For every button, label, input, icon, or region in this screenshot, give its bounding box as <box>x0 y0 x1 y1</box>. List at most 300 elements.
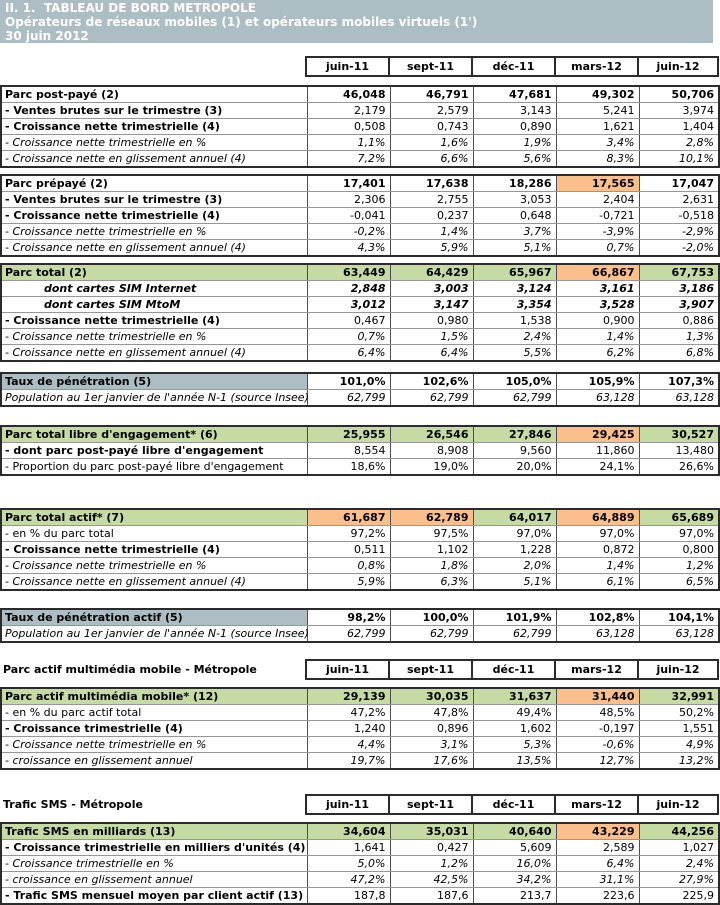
column-header: juin-12 <box>638 57 718 76</box>
value-cell: 62,799 <box>473 626 556 643</box>
value-cell: 3,186 <box>639 281 719 297</box>
data-table <box>0 372 720 407</box>
row-label: - croissance en glissement annuel <box>1 753 307 770</box>
value-cell: 3,1% <box>390 737 473 753</box>
value-cell: 31,637 <box>473 688 556 705</box>
row-label: - Croissance nette en glissement annuel (4) <box>1 240 307 257</box>
table-row <box>1 542 719 558</box>
value-cell: 13,2% <box>639 753 719 770</box>
value-cell: 0,896 <box>390 721 473 737</box>
value-cell: 1,602 <box>473 721 556 737</box>
table-row <box>1 823 719 840</box>
value-cell: 26,6% <box>639 459 719 476</box>
value-cell: 47,2% <box>307 705 390 721</box>
column-header: déc-11 <box>472 660 555 679</box>
table-row <box>1 737 719 753</box>
value-cell: 98,2% <box>307 609 390 626</box>
value-cell: 65,689 <box>639 509 719 526</box>
data-table <box>0 608 720 643</box>
value-cell: 5,609 <box>473 840 556 856</box>
column-header: sept-11 <box>389 660 472 679</box>
value-cell: -0,518 <box>639 208 719 224</box>
report-subtitle: Opérateurs de réseaux mobiles (1) et opérateurs mobiles virtuels (1') <box>5 15 478 29</box>
value-cell: 3,124 <box>473 281 556 297</box>
row-label: Taux de pénétration (5) <box>1 373 307 390</box>
value-cell: 13,5% <box>473 753 556 770</box>
value-cell: 46,048 <box>307 86 390 103</box>
value-cell: 0,886 <box>639 313 719 329</box>
value-cell: 102,6% <box>390 373 473 390</box>
value-cell: -0,721 <box>556 208 639 224</box>
value-cell: 101,0% <box>307 373 390 390</box>
value-cell: 63,128 <box>556 626 639 643</box>
value-cell: 47,8% <box>390 705 473 721</box>
row-label: Parc total (2) <box>1 264 307 281</box>
column-header: déc-11 <box>472 795 555 814</box>
value-cell: 0,511 <box>307 542 390 558</box>
value-cell: 0,427 <box>390 840 473 856</box>
value-cell: 24,1% <box>556 459 639 476</box>
row-label: - Croissance nette trimestrielle (4) <box>1 119 307 135</box>
value-cell: -0,197 <box>556 721 639 737</box>
value-cell: 0,508 <box>307 119 390 135</box>
value-cell: 48,5% <box>556 705 639 721</box>
value-cell: 1,551 <box>639 721 719 737</box>
value-cell: 97,0% <box>639 526 719 542</box>
value-cell: 27,846 <box>473 426 556 443</box>
value-cell: -0,041 <box>307 208 390 224</box>
value-cell: 2,4% <box>473 329 556 345</box>
row-label: Parc total libre d'engagement* (6) <box>1 426 307 443</box>
row-label: Parc actif multimédia mobile* (12) <box>1 688 307 705</box>
value-cell: 64,889 <box>556 509 639 526</box>
row-label: - Croissance trimestrielle (4) <box>1 721 307 737</box>
column-header: mars-12 <box>555 795 638 814</box>
value-cell: 225,9 <box>639 888 719 905</box>
value-cell: -2,9% <box>639 224 719 240</box>
value-cell: 0,743 <box>390 119 473 135</box>
value-cell: 26,546 <box>390 426 473 443</box>
value-cell: 6,5% <box>639 574 719 591</box>
value-cell: 17,565 <box>556 175 639 192</box>
value-cell: 30,527 <box>639 426 719 443</box>
column-header: juin-11 <box>306 795 389 814</box>
table-row <box>1 345 719 362</box>
value-cell: 0,7% <box>556 240 639 257</box>
value-cell: 62,799 <box>307 390 390 407</box>
row-label: - Croissance nette trimestrielle en % <box>1 135 307 151</box>
value-cell: 4,4% <box>307 737 390 753</box>
report-header <box>0 0 713 43</box>
table-row <box>0 795 718 814</box>
row-label: - Trafic SMS mensuel moyen par client actif (13) <box>1 888 307 905</box>
value-cell: 8,554 <box>307 443 390 459</box>
row-label: - Croissance nette en glissement annuel (4) <box>1 345 307 362</box>
value-cell: -2,0% <box>639 240 719 257</box>
row-label: - Croissance nette trimestrielle (4) <box>1 208 307 224</box>
table-row <box>1 688 719 705</box>
value-cell: 7,2% <box>307 151 390 168</box>
column-header: juin-11 <box>306 57 389 76</box>
value-cell: 104,1% <box>639 609 719 626</box>
value-cell: 1,404 <box>639 119 719 135</box>
value-cell: 1,621 <box>556 119 639 135</box>
table-row <box>1 208 719 224</box>
value-cell: 34,604 <box>307 823 390 840</box>
row-label: - Croissance trimestrielle en milliers d'unités (4) <box>1 840 307 856</box>
table-row <box>1 753 719 770</box>
table-row <box>1 558 719 574</box>
value-cell: 64,429 <box>390 264 473 281</box>
value-cell: 29,139 <box>307 688 390 705</box>
table-row <box>1 721 719 737</box>
value-cell: 100,0% <box>390 609 473 626</box>
value-cell: 50,706 <box>639 86 719 103</box>
value-cell: 62,799 <box>390 390 473 407</box>
column-header: mars-12 <box>555 660 638 679</box>
value-cell: 12,7% <box>556 753 639 770</box>
value-cell: 19,0% <box>390 459 473 476</box>
column-header: mars-12 <box>555 57 638 76</box>
row-label: Parc total actif* (7) <box>1 509 307 526</box>
table-row <box>1 240 719 257</box>
tables-container <box>0 56 718 905</box>
data-table <box>0 687 720 770</box>
value-cell: 17,047 <box>639 175 719 192</box>
value-cell: 1,2% <box>390 856 473 872</box>
value-cell: 10,1% <box>639 151 719 168</box>
value-cell: 31,1% <box>556 872 639 888</box>
value-cell: 17,6% <box>390 753 473 770</box>
column-header: sept-11 <box>389 57 472 76</box>
value-cell: 6,4% <box>390 345 473 362</box>
value-cell: 27,9% <box>639 872 719 888</box>
value-cell: 18,286 <box>473 175 556 192</box>
value-cell: 63,128 <box>556 390 639 407</box>
value-cell: 1,9% <box>473 135 556 151</box>
value-cell: 107,3% <box>639 373 719 390</box>
value-cell: 97,2% <box>307 526 390 542</box>
data-table <box>0 174 720 257</box>
value-cell: 0,7% <box>307 329 390 345</box>
value-cell: 3,528 <box>556 297 639 313</box>
table-row <box>1 175 719 192</box>
section-title <box>0 57 306 76</box>
value-cell: 2,755 <box>390 192 473 208</box>
value-cell: 6,2% <box>556 345 639 362</box>
row-label: Population au 1er janvier de l'année N-1 (source Insee) <box>1 626 307 643</box>
table-row <box>1 888 719 905</box>
value-cell: 2,179 <box>307 103 390 119</box>
value-cell: 46,791 <box>390 86 473 103</box>
value-cell: 4,3% <box>307 240 390 257</box>
table-row <box>1 329 719 345</box>
value-cell: 2,404 <box>556 192 639 208</box>
value-cell: 5,1% <box>473 574 556 591</box>
value-cell: 2,631 <box>639 192 719 208</box>
value-cell: 1,8% <box>390 558 473 574</box>
value-cell: 101,9% <box>473 609 556 626</box>
table-row <box>1 426 719 443</box>
table-row <box>1 281 719 297</box>
row-label: - Croissance nette trimestrielle en % <box>1 737 307 753</box>
value-cell: 213,7 <box>473 888 556 905</box>
value-cell: 1,4% <box>556 558 639 574</box>
value-cell: 1,2% <box>639 558 719 574</box>
value-cell: 1,4% <box>390 224 473 240</box>
value-cell: 0,890 <box>473 119 556 135</box>
value-cell: 6,4% <box>307 345 390 362</box>
value-cell: 67,753 <box>639 264 719 281</box>
value-cell: 3,974 <box>639 103 719 119</box>
column-header: déc-11 <box>472 57 555 76</box>
value-cell: 17,638 <box>390 175 473 192</box>
value-cell: 6,1% <box>556 574 639 591</box>
value-cell: 0,980 <box>390 313 473 329</box>
value-cell: 0,648 <box>473 208 556 224</box>
table-row <box>0 57 718 76</box>
value-cell: 1,3% <box>639 329 719 345</box>
value-cell: 1,228 <box>473 542 556 558</box>
value-cell: 42,5% <box>390 872 473 888</box>
value-cell: 62,799 <box>473 390 556 407</box>
value-cell: 5,6% <box>473 151 556 168</box>
row-label: - croissance en glissement annuel <box>1 872 307 888</box>
value-cell: 66,867 <box>556 264 639 281</box>
table-row <box>1 135 719 151</box>
row-label: - en % du parc actif total <box>1 705 307 721</box>
column-header-row <box>0 794 719 815</box>
value-cell: 97,5% <box>390 526 473 542</box>
table-row <box>1 151 719 168</box>
table-row <box>0 660 718 679</box>
value-cell: 2,306 <box>307 192 390 208</box>
value-cell: 1,027 <box>639 840 719 856</box>
table-row <box>1 390 719 407</box>
value-cell: 105,9% <box>556 373 639 390</box>
table-row <box>1 574 719 591</box>
value-cell: 47,2% <box>307 872 390 888</box>
table-row <box>1 103 719 119</box>
row-label: Population au 1er janvier de l'année N-1 (source Insee) <box>1 390 307 407</box>
report-date: 30 juin 2012 <box>5 29 89 43</box>
report-title: II. 1. TABLEAU DE BORD METROPOLE <box>5 1 256 15</box>
value-cell: 25,955 <box>307 426 390 443</box>
value-cell: 0,237 <box>390 208 473 224</box>
value-cell: 34,2% <box>473 872 556 888</box>
value-cell: 32,991 <box>639 688 719 705</box>
value-cell: 97,0% <box>556 526 639 542</box>
value-cell: 2,579 <box>390 103 473 119</box>
value-cell: 64,017 <box>473 509 556 526</box>
value-cell: 5,5% <box>473 345 556 362</box>
row-label: dont cartes SIM MtoM <box>1 297 307 313</box>
value-cell: 65,967 <box>473 264 556 281</box>
value-cell: 62,799 <box>390 626 473 643</box>
value-cell: 97,0% <box>473 526 556 542</box>
row-label: Trafic SMS en milliards (13) <box>1 823 307 840</box>
value-cell: 1,1% <box>307 135 390 151</box>
table-row <box>1 705 719 721</box>
value-cell: 1,5% <box>390 329 473 345</box>
value-cell: 63,449 <box>307 264 390 281</box>
table-row <box>1 459 719 476</box>
table-row <box>1 443 719 459</box>
value-cell: 105,0% <box>473 373 556 390</box>
table-row <box>1 313 719 329</box>
value-cell: 3,012 <box>307 297 390 313</box>
value-cell: -3,9% <box>556 224 639 240</box>
value-cell: 2,589 <box>556 840 639 856</box>
table-row <box>1 509 719 526</box>
value-cell: 1,538 <box>473 313 556 329</box>
value-cell: 11,860 <box>556 443 639 459</box>
value-cell: 13,480 <box>639 443 719 459</box>
table-row <box>1 609 719 626</box>
value-cell: 6,6% <box>390 151 473 168</box>
value-cell: 0,8% <box>307 558 390 574</box>
value-cell: 49,4% <box>473 705 556 721</box>
value-cell: 2,4% <box>639 856 719 872</box>
value-cell: 61,687 <box>307 509 390 526</box>
value-cell: 3,4% <box>556 135 639 151</box>
value-cell: 3,161 <box>556 281 639 297</box>
value-cell: 2,0% <box>473 558 556 574</box>
row-label: - Croissance trimestrielle en % <box>1 856 307 872</box>
value-cell: 3,003 <box>390 281 473 297</box>
table-row <box>1 192 719 208</box>
value-cell: 1,240 <box>307 721 390 737</box>
value-cell: 19,7% <box>307 753 390 770</box>
value-cell: 1,641 <box>307 840 390 856</box>
table-row <box>1 872 719 888</box>
column-header-row <box>0 659 719 680</box>
value-cell: 5,1% <box>473 240 556 257</box>
value-cell: 30,035 <box>390 688 473 705</box>
row-label: - Croissance nette trimestrielle en % <box>1 329 307 345</box>
value-cell: 4,9% <box>639 737 719 753</box>
row-label: Parc prépayé (2) <box>1 175 307 192</box>
table-row <box>1 86 719 103</box>
data-table <box>0 425 720 476</box>
value-cell: 31,440 <box>556 688 639 705</box>
value-cell: 6,4% <box>556 856 639 872</box>
value-cell: 5,9% <box>390 240 473 257</box>
value-cell: 223,6 <box>556 888 639 905</box>
value-cell: 44,256 <box>639 823 719 840</box>
value-cell: 1,4% <box>556 329 639 345</box>
value-cell: 29,425 <box>556 426 639 443</box>
value-cell: 0,872 <box>556 542 639 558</box>
value-cell: 3,907 <box>639 297 719 313</box>
column-header: juin-12 <box>638 660 718 679</box>
value-cell: -0,2% <box>307 224 390 240</box>
row-label: - Croissance nette trimestrielle (4) <box>1 542 307 558</box>
column-header: juin-12 <box>638 795 718 814</box>
data-table <box>0 508 720 591</box>
column-header: sept-11 <box>389 795 472 814</box>
value-cell: 5,9% <box>307 574 390 591</box>
value-cell: 47,681 <box>473 86 556 103</box>
value-cell: 62,799 <box>307 626 390 643</box>
table-row <box>1 224 719 240</box>
value-cell: 3,053 <box>473 192 556 208</box>
row-label: Parc post-payé (2) <box>1 86 307 103</box>
value-cell: 6,3% <box>390 574 473 591</box>
value-cell: 20,0% <box>473 459 556 476</box>
value-cell: 0,900 <box>556 313 639 329</box>
value-cell: 16,0% <box>473 856 556 872</box>
value-cell: 50,2% <box>639 705 719 721</box>
row-label: - Ventes brutes sur le trimestre (3) <box>1 103 307 119</box>
value-cell: 3,354 <box>473 297 556 313</box>
value-cell: 5,0% <box>307 856 390 872</box>
value-cell: 63,128 <box>639 626 719 643</box>
table-row <box>1 526 719 542</box>
value-cell: -0,6% <box>556 737 639 753</box>
data-table <box>0 263 720 362</box>
value-cell: 35,031 <box>390 823 473 840</box>
value-cell: 5,3% <box>473 737 556 753</box>
section-title: Parc actif multimédia mobile - Métropole <box>3 663 257 676</box>
row-label: - Ventes brutes sur le trimestre (3) <box>1 192 307 208</box>
value-cell: 1,6% <box>390 135 473 151</box>
row-label: - Croissance nette trimestrielle en % <box>1 558 307 574</box>
value-cell: 40,640 <box>473 823 556 840</box>
table-row <box>1 373 719 390</box>
value-cell: 17,401 <box>307 175 390 192</box>
value-cell: 43,229 <box>556 823 639 840</box>
table-row <box>1 297 719 313</box>
value-cell: 1,102 <box>390 542 473 558</box>
value-cell: 3,143 <box>473 103 556 119</box>
value-cell: 9,560 <box>473 443 556 459</box>
value-cell: 62,789 <box>390 509 473 526</box>
value-cell: 6,8% <box>639 345 719 362</box>
row-label: dont cartes SIM Internet <box>1 281 307 297</box>
value-cell: 187,8 <box>307 888 390 905</box>
row-label: - Proportion du parc post-payé libre d'engagement <box>1 459 307 476</box>
value-cell: 102,8% <box>556 609 639 626</box>
row-label: - Croissance nette en glissement annuel (4) <box>1 151 307 168</box>
row-label: - Croissance nette en glissement annuel (4) <box>1 574 307 591</box>
value-cell: 0,800 <box>639 542 719 558</box>
value-cell: 2,8% <box>639 135 719 151</box>
row-label: - Croissance nette trimestrielle (4) <box>1 313 307 329</box>
table-row <box>1 119 719 135</box>
value-cell: 49,302 <box>556 86 639 103</box>
data-table <box>0 822 720 905</box>
value-cell: 8,908 <box>390 443 473 459</box>
value-cell: 8,3% <box>556 151 639 168</box>
row-label: Taux de pénétration actif (5) <box>1 609 307 626</box>
row-label: - en % du parc total <box>1 526 307 542</box>
column-header-row <box>0 56 719 77</box>
row-label: - dont parc post-payé libre d'engagement <box>1 443 307 459</box>
table-row <box>1 856 719 872</box>
data-table <box>0 85 720 168</box>
value-cell: 187,6 <box>390 888 473 905</box>
section-title: Trafic SMS - Métropole <box>3 798 143 811</box>
value-cell: 3,147 <box>390 297 473 313</box>
table-row <box>1 264 719 281</box>
column-header: juin-11 <box>306 660 389 679</box>
table-row <box>1 840 719 856</box>
value-cell: 5,241 <box>556 103 639 119</box>
value-cell: 63,128 <box>639 390 719 407</box>
value-cell: 3,7% <box>473 224 556 240</box>
value-cell: 2,848 <box>307 281 390 297</box>
